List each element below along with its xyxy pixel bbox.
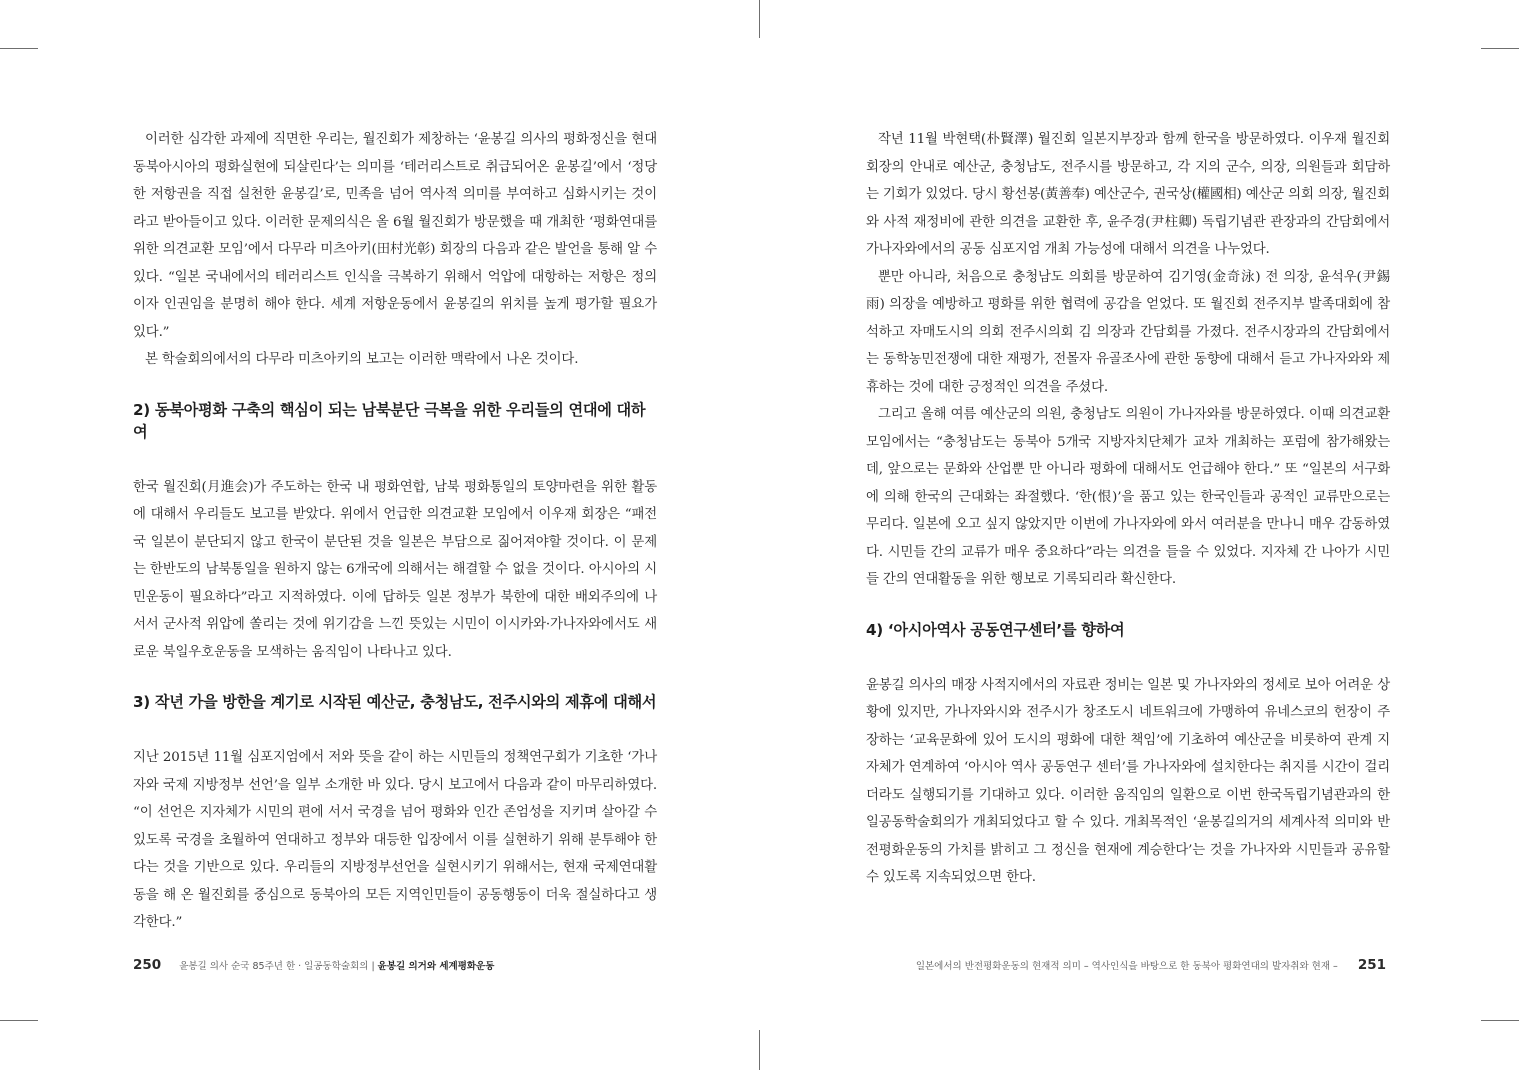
section-heading-3: 3) 작년 가을 방한을 계기로 시작된 예산군, 충청남도, 전주시와의 제휴에 대해서: [133, 693, 657, 711]
crop-mark: [1481, 1020, 1519, 1021]
running-head-right: 일본에서의 반전평화운동의 현재적 의미 – 역사인식을 바탕으로 한 동북아 평화연대의 발자취와 현재 –: [915, 961, 1338, 972]
crop-mark: [0, 48, 38, 49]
body-paragraph: 그리고 올해 여름 예산군의 의원, 충청남도 의원이 가나자와를 방문하였다. 이때 의견교환모임에서는 “충청남도는 동북아 5개국 지방자치단체가 교차 개최하는 포럼에 참가해왔는데, 앞으로는 문화와 산업뿐 만 아니라 평화에 대해서도 언급해야 한다.” 또 “일본의 서구화에 의해 한국의 근대화는 좌절했다. ‘한(恨)’을 품고 있는 한국인들과 공적인 교류만으로는 무리다. 일본에 오고 싶지 않았지만 이번에 가나자와에 와서 여러분을 만나니 매우 감동하였다. 시민들 간의 교류가 매우 중요하다”라는 의견을 들을 수 있었다. 지자체 간 나아가 시민들 간의 연대활동을 위한 행보로 기록되리라 확신한다.: [866, 407, 1390, 587]
section-heading-2: 2) 동북아평화 구축의 핵심이 되는 남북분단 극복을 위한 우리들의 연대에 대하여: [133, 400, 646, 441]
crop-mark: [759, 0, 760, 38]
crop-mark: [0, 1020, 38, 1021]
page-number-right: 251: [1357, 957, 1386, 973]
page-number-left: 250: [133, 957, 162, 973]
running-head-left: [179, 958, 494, 972]
section-heading-4: 4) ‘아시아역사 공동연구센터’를 향하여: [866, 620, 1125, 639]
body-paragraph: 한국 월진회(月進会)가 주도하는 한국 내 평화연합, 남북 평화통일의 토양마련을 위한 활동에 대해서 우리들도 보고를 받았다. 위에서 언급한 의견교환 모임에서 이우재 회장은 “패전국 일본이 분단되지 않고 한국이 분단된 것을 일본은 부담으로 짊어져야할 것이다. 이 문제는 한반도의 남북통일을 원하지 않는 6개국에 의해서는 해결할 수 없을 것이다. 아시아의 시민운동이 필요하다”라고 지적하였다. 이에 답하듯 일본 정부가 북한에 대한 배외주의에 나서서 군사적 위압에 쏠리는 것에 위기감을 느낀 뜻있는 시민이 이시카와·가나자와에서도 새로운 북일우호운동을 모색하는 움직임이 나타나고 있다.: [133, 479, 657, 660]
right-footer: [866, 955, 1386, 975]
body-paragraph: 본 학술회의에서의 다무라 미츠아키의 보고는 이러한 맥락에서 나온 것이다.: [145, 352, 579, 367]
running-head-left-title: 윤봉길 의거와 세계평화운동: [377, 961, 495, 972]
body-paragraph: 윤봉길 의사의 매장 사적지에서의 자료관 정비는 일본 및 가나자와의 정세로 보아 어려운 상황에 있지만, 가나자와시와 전주시가 창조도시 네트워크에 가맹하여 유네스코의 헌장이 주장하는 ‘교육문화에 있어 도시의 평화에 대한 책임’에 기초하여 예산군을 비롯하여 관계 지자체가 연계하여 ‘아시아 역사 공동연구 센터’를 가나자와에 설치한다는 취지를 시간이 걸리더라도 실행되기를 기대하고 있다. 이러한 움직임의 일환으로 이번 한국독립기념관과의 한일공동학술회의가 개최되었다고 할 수 있다. 개최목적인 ‘윤봉길의거의 세계사적 의미와 반전평화운동의 가치를 밝히고 그 정신을 현재에 계승한다’는 것을 가나자와 시민들과 공유할 수 있도록 지속되었으면 한다.: [866, 677, 1390, 885]
left-footer: [133, 955, 657, 975]
crop-mark: [1481, 48, 1519, 49]
left-page: [133, 126, 657, 937]
running-head-left-prefix: 윤봉길 의사 순국 85주년 한 · 일공동학술회의 |: [179, 961, 378, 972]
body-paragraph: 작년 11월 박현택(朴賢澤) 월진회 일본지부장과 함께 한국을 방문하였다. 이우재 월진회 회장의 안내로 예산군, 충청남도, 전주시를 방문하고, 각 지의 군수, 의장, 의원들과 회담하는 기회가 있었다. 당시 황선봉(黃善奉) 예산군수, 권국상(權國相) 예산군 의회 의장, 월진회와 사적 재정비에 관한 의견을 교환한 후, 윤주경(尹柱卿) 독립기념관 관장과의 간담회에서 가나자와에서의 공동 심포지엄 개최 가능성에 대해서 의견을 나누었다.: [866, 132, 1390, 257]
body-paragraph: 지난 2015년 11월 심포지엄에서 저와 뜻을 같이 하는 시민들의 정책연구회가 기초한 ‘가나자와 국제 지방정부 선언’을 일부 소개한 바 있다. 당시 보고에서 다음과 같이 마무리하였다. “이 선언은 지자체가 시민의 편에 서서 국경을 넘어 평화와 인간 존엄성을 지키며 살아갈 수 있도록 국경을 초월하여 연대하고 정부와 대등한 입장에서 이를 실현하기 위해 분투해야 한다는 것을 기반으로 있다. 우리들의 지방정부선언을 실현시키기 위해서는, 현재 국제연대활동을 해 온 월진회를 중심으로 동북아의 모든 지역인민들이 공동행동이 더욱 절실하다고 생각한다.”: [133, 750, 657, 930]
body-paragraph: 뿐만 아니라, 처음으로 충청남도 의회를 방문하여 김기영(金奇泳) 전 의장, 윤석우(尹錫雨) 의장을 예방하고 평화를 위한 협력에 공감을 얻었다. 또 월진회 전주지부 발족대회에 참석하고 자매도시의 의회 전주시의회 김 의장과 간담회를 가졌다. 전주시장과의 간담회에서는 동학농민전쟁에 대한 재평가, 전몰자 유골조사에 관한 동향에 대해서 듣고 가나자와와 제휴하는 것에 대한 긍정적인 의견을 주셨다.: [866, 269, 1390, 395]
crop-mark: [759, 1030, 760, 1070]
body-paragraph: 이러한 심각한 과제에 직면한 우리는, 월진회가 제창하는 ‘윤봉길 의사의 평화정신을 현대 동북아시아의 평화실현에 되살린다’는 의미를 ‘테러리스트로 취급되어온 윤봉길’에서 ‘정당한 저항권을 직접 실천한 윤봉길’로, 민족을 넘어 역사적 의미를 부여하고 심화시키는 것이라고 받아들이고 있다. 이러한 문제의식은 올 6월 월진회가 방문했을 때 개최한 ‘평화연대를 위한 의견교환 모임’에서 다무라 미츠아키(田村光彰) 회장의 다음과 같은 발언을 통해 알 수 있다. “일본 국내에서의 테러리스트 인식을 극복하기 위해서 억압에 대항하는 저항은 정의이자 인권임을 분명히 해야 한다. 세계 저항운동에서 윤봉길의 위치를 높게 평가할 필요가 있다.”: [133, 132, 657, 340]
right-page: [866, 126, 1390, 892]
